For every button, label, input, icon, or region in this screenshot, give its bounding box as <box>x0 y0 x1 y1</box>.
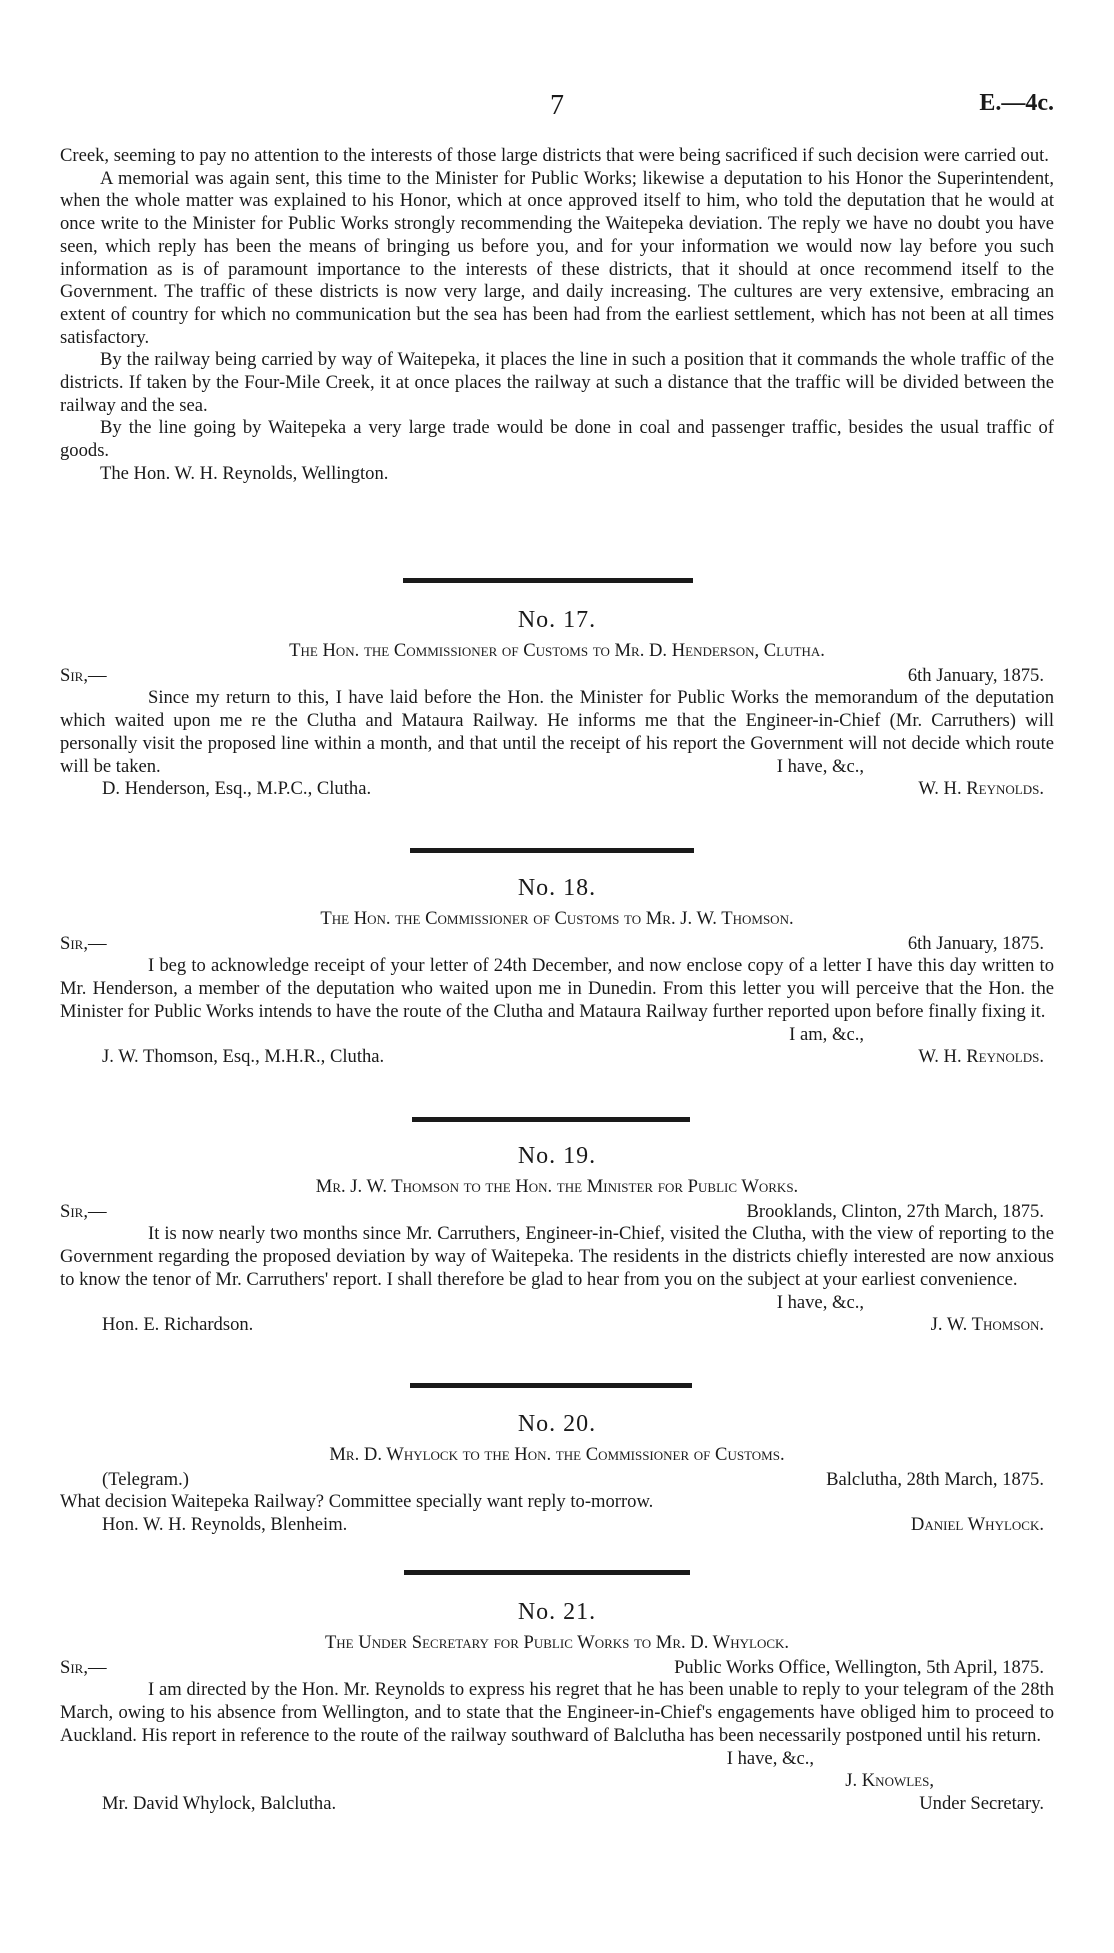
letter-number: No. 18. <box>517 875 597 901</box>
letter-body: Since my return to this, I have laid before the Hon. the Minister for Public Works the memorandum of the deputation which waited upon me re the Clutha and Mataura Railway. He informs me that the Engineer-in-Chief (Mr. Carruthers) will personally visit the proposed line within a month, and that until the receipt of his report the Government will not decide which route will be taken. <box>60 687 1054 777</box>
letter-heading: The Hon. the Commissioner of Customs to Mr. J. W. Thomson. <box>320 908 794 929</box>
letter-date: 6th January, 1875. <box>907 664 1044 686</box>
salutation: Sir,— <box>60 1200 107 1222</box>
addressee: Hon. W. H. Reynolds, Blenheim. <box>102 1514 348 1536</box>
addressee: Hon. E. Richardson. <box>102 1314 254 1336</box>
signatory-title: Under Secretary. <box>919 1792 1044 1814</box>
telegram-label: (Telegram.) <box>102 1468 189 1490</box>
intro-section <box>60 145 1054 486</box>
letter-date: 6th January, 1875. <box>907 932 1044 954</box>
letter-date: Balclutha, 28th March, 1875. <box>826 1468 1044 1490</box>
addressee: J. W. Thomson, Esq., M.H.R., Clutha. <box>102 1046 385 1068</box>
paragraph: A memorial was again sent, this time to the Minister for Public Works; likewise a deputation to his Honor the Superintendent, when the whole matter was explained to his Honor, which at once approved itself to him, who told the deputation that he would at once write to the Minister for Public Works strongly recommending the Waitepeka deviation. The reply we have no doubt you have seen, which reply has been the means of bringing us before you, and for your information we would now lay before you such information as is of paramount importance to the interests of these districts, that it should at once recommend itself to the Government. The traffic of these districts is now very large, and daily increasing. The cultures are very extensive, embracing an extent of country for which no communication but the sea has been had from the earliest settlement, which has not been at all times satisfactory. <box>60 167 1054 348</box>
closing: I have, &c., <box>776 755 864 777</box>
letter-no-17 <box>60 606 1054 801</box>
signature: W. H. Reynolds. <box>918 778 1044 800</box>
signature: W. H. Reynolds. <box>918 1046 1044 1068</box>
signature: J. W. Thomson. <box>930 1314 1044 1336</box>
addressee: D. Henderson, Esq., M.P.C., Clutha. <box>102 778 372 800</box>
letter-heading: Mr. J. W. Thomson to the Hon. the Minister for Public Works. <box>315 1176 799 1197</box>
letter-number: No. 21. <box>517 1599 597 1625</box>
section-divider <box>404 1570 690 1575</box>
salutation: Sir,— <box>60 932 107 954</box>
addressee: The Hon. W. H. Reynolds, Wellington. <box>100 462 389 484</box>
document-page <box>60 0 1054 1953</box>
page-number: 7 <box>550 90 564 121</box>
letter-no-20 <box>60 1410 1054 1537</box>
section-divider <box>410 848 694 853</box>
section-divider <box>403 578 693 583</box>
letter-heading: The Hon. the Commissioner of Customs to Mr. D. Henderson, Clutha. <box>289 640 825 661</box>
telegram-body: What decision Waitepeka Railway? Committee specially want reply to-morrow. <box>60 1491 654 1513</box>
paragraph: By the line going by Waitepeka a very large trade would be done in coal and passenger traffic, besides the usual traffic of goods. <box>60 417 1054 462</box>
letter-body: It is now nearly two months since Mr. Carruthers, Engineer-in-Chief, visited the Clutha, with the view of reporting to the Government regarding the proposed deviation by way of Waitepeka. The residents in the districts chiefly interested are now anxious to know the tenor of Mr. Carruthers' report. I shall therefore be glad to hear from you on the subject at your earliest convenience. <box>60 1223 1054 1290</box>
letter-date: Public Works Office, Wellington, 5th April, 1875. <box>674 1656 1044 1678</box>
letter-number: No. 19. <box>517 1143 597 1169</box>
letter-body: I am directed by the Hon. Mr. Reynolds to express his regret that he has been unable to reply to your telegram of the 28th March, owing to his absence from Wellington, and to state that the Engineer-in-Chief's engagements have obliged him to proceed to Auckland. His report in reference to the route of the railway southward of Balclutha has been necessarily postponed until his return. <box>60 1679 1054 1746</box>
letter-number: No. 17. <box>517 607 597 633</box>
closing: I have, &c., <box>726 1747 814 1769</box>
salutation: Sir,— <box>60 1656 107 1678</box>
closing: I have, &c., <box>776 1291 864 1313</box>
letter-heading: Mr. D. Whylock to the Hon. the Commissioner of Customs. <box>329 1444 785 1465</box>
letter-number: No. 20. <box>517 1411 597 1437</box>
document-reference: E.—4c. <box>979 90 1054 116</box>
section-divider <box>412 1117 690 1122</box>
signature: J. Knowles, <box>845 1770 934 1792</box>
addressee: Mr. David Whylock, Balclutha. <box>102 1792 337 1814</box>
signature: Daniel Whylock. <box>910 1514 1044 1536</box>
letter-heading: The Under Secretary for Public Works to Mr. D. Whylock. <box>324 1632 790 1653</box>
letter-body: I beg to acknowledge receipt of your letter of 24th December, and now enclose copy of a letter I have this day written to Mr. Henderson, a member of the deputation who waited upon me in Dunedin. From this letter you will perceive that the Hon. the Minister for Public Works intends to have the route of the Clutha and Mataura Railway further reported upon before finally fixing it. <box>60 955 1054 1022</box>
letter-no-18 <box>60 874 1054 1069</box>
letter-date: Brooklands, Clinton, 27th March, 1875. <box>746 1200 1044 1222</box>
letter-no-19 <box>60 1142 1054 1337</box>
salutation: Sir,— <box>60 664 107 686</box>
section-divider <box>410 1383 692 1388</box>
page-header <box>60 90 1054 120</box>
letter-no-21 <box>60 1598 1054 1816</box>
closing: I am, &c., <box>789 1023 864 1045</box>
paragraph: Creek, seeming to pay no attention to the interests of those large districts that were being sacrificed if such decision were carried out. <box>60 145 1049 166</box>
paragraph: By the railway being carried by way of Waitepeka, it places the line in such a position that it commands the whole traffic of the districts. If taken by the Four-Mile Creek, it at once places the railway at such a distance that the traffic will be divided between the railway and the sea. <box>60 349 1054 416</box>
